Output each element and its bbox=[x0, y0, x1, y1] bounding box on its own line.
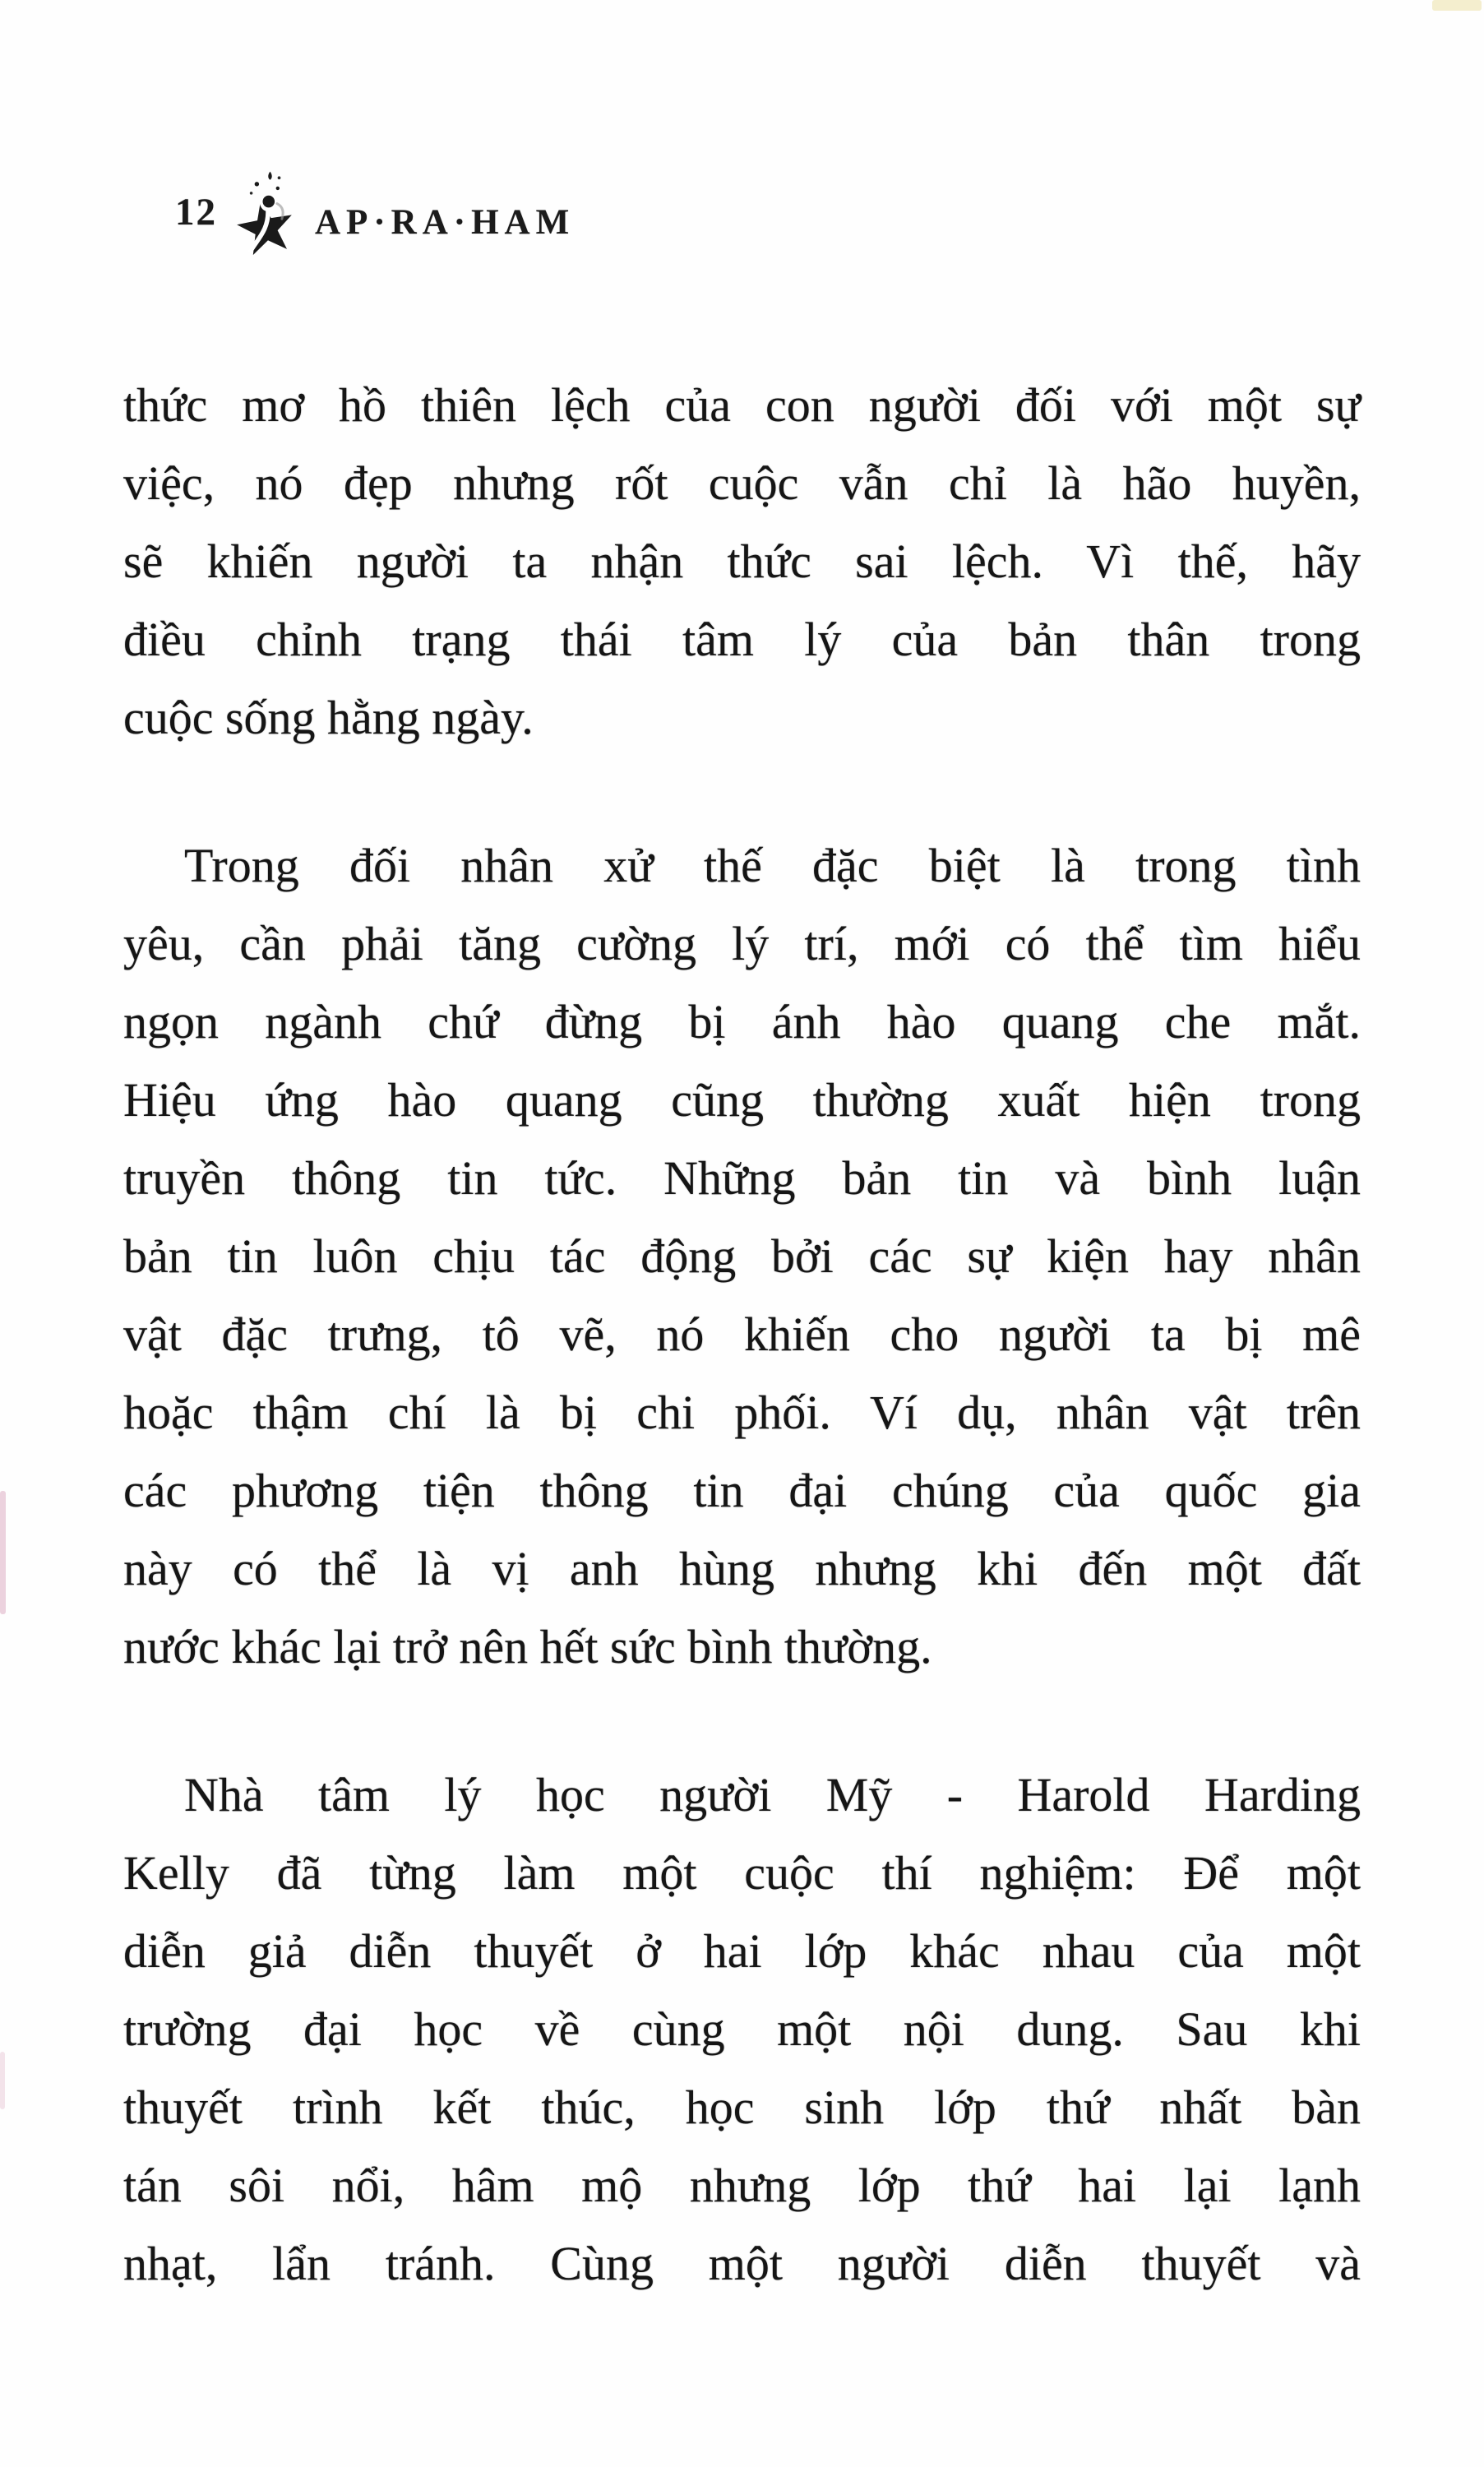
star-figure-logo-icon bbox=[231, 163, 295, 268]
text-line: yêu, cần phải tăng cường lý trí, mới có thể tìm hiểu bbox=[123, 917, 1361, 970]
text-line: nước khác lại trở nên hết sức bình thường. bbox=[123, 1620, 932, 1673]
text-line: bản tin luôn chịu tác động bởi các sự kiện hay nhân bbox=[123, 1229, 1361, 1283]
text-line: diễn giả diễn thuyết ở hai lớp khác nhau của một bbox=[123, 1924, 1361, 1978]
scan-artifact bbox=[0, 2052, 5, 2109]
paragraph bbox=[123, 826, 1361, 1686]
text-line: truyền thông tin tức. Những bản tin và bình luận bbox=[123, 1151, 1361, 1205]
text-line: hoặc thậm chí là bị chi phối. Ví dụ, nhân vật trên bbox=[123, 1386, 1361, 1439]
text-line: trường đại học về cùng một nội dung. Sau khi bbox=[123, 2002, 1361, 2056]
page-number: 12 bbox=[175, 191, 217, 234]
running-header-title: AP·RA·HAM bbox=[315, 203, 576, 242]
text-line: Kelly đã từng làm một cuộc thí nghiệm: Để một bbox=[123, 1846, 1361, 1900]
text-line: ngọn ngành chứ đừng bị ánh hào quang che mắt. bbox=[123, 995, 1361, 1048]
text-line: điều chỉnh trạng thái tâm lý của bản thân trong bbox=[123, 613, 1361, 666]
page-header bbox=[0, 0, 1484, 329]
text-line: việc, nó đẹp nhưng rốt cuộc vẫn chỉ là hão huyền, bbox=[123, 456, 1361, 510]
text-line: vật đặc trưng, tô vẽ, nó khiến cho người ta bị mê bbox=[123, 1308, 1361, 1361]
body-text bbox=[123, 366, 1361, 2303]
scan-artifact bbox=[0, 1491, 6, 1614]
text-line: nhạt, lẩn tránh. Cùng một người diễn thuyết và bbox=[123, 2237, 1361, 2290]
text-line: thuyết trình kết thúc, học sinh lớp thứ nhất bàn bbox=[123, 2081, 1361, 2134]
paragraph bbox=[123, 1756, 1361, 2303]
text-line: này có thể là vị anh hùng nhưng khi đến một đất bbox=[123, 1542, 1361, 1595]
text-line: cuộc sống hằng ngày. bbox=[123, 691, 534, 744]
text-line: thức mơ hồ thiên lệch của con người đối với một sự bbox=[123, 378, 1361, 432]
text-line: Nhà tâm lý học người Mỹ - Harold Harding bbox=[184, 1768, 1361, 1821]
paragraph bbox=[123, 366, 1361, 757]
text-line: Trong đối nhân xử thế đặc biệt là trong tình bbox=[184, 839, 1361, 892]
text-line: các phương tiện thông tin đại chúng của quốc gia bbox=[123, 1464, 1361, 1517]
text-line: sẽ khiến người ta nhận thức sai lệch. Vì thế, hãy bbox=[123, 535, 1361, 588]
text-line: tán sôi nổi, hâm mộ nhưng lớp thứ hai lại lạnh bbox=[123, 2159, 1361, 2212]
scan-artifact bbox=[1432, 0, 1482, 11]
text-line: Hiệu ứng hào quang cũng thường xuất hiện trong bbox=[123, 1073, 1361, 1127]
